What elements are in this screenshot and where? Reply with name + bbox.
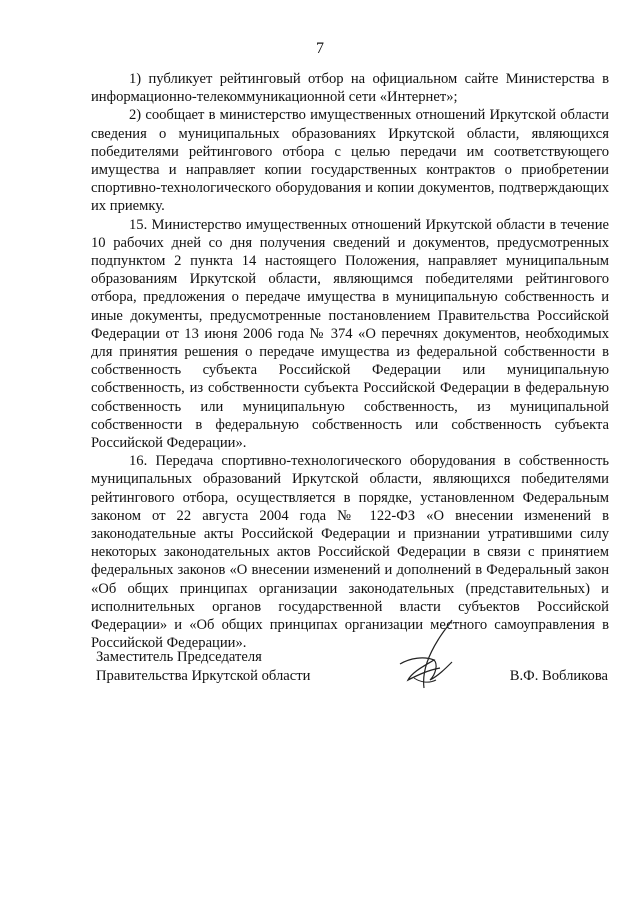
paragraph-item-2: 2) сообщает в министерство имущественных отношений Иркутской области сведения о муниципальных образованиях Иркутской области, являющихся победителями рейтингового отбора с целью передачи им соответствующего имущества и направляет копии государственных контрактов о приобретении спортивно-технологического оборудования и копии документов, подтверждающих их приемку.: [91, 107, 609, 215]
paragraph-16: 16. Передача спортивно-технологического оборудования в собственность муниципальных образований Иркутской области, являющихся победителями рейтингового отбора, осуществляется в порядке, установленном Федеральным законом от 22 августа 2004 года № 122-ФЗ «О внесении изменений в законодательные акты Российской Федерации и признании утратившими силу некоторых законодательных актов Российской Федерации в связи с принятием федеральных законов «О внесении изменений и дополнений в Федеральный закон «Об общих принципах организации законодательных (представительных) и исполнительных органов государственной власти субъектов Российской Федерации» и «Об общих принципах организации местного самоуправления в Российской Федерации».: [91, 453, 609, 652]
signer-title: [96, 648, 310, 686]
signer-name: В.Ф. Вобликова: [509, 668, 608, 684]
signer-title-line-1: Заместитель Председателя: [96, 649, 262, 665]
handwritten-signature-icon: [394, 618, 464, 698]
page-number: 7: [316, 40, 324, 57]
document-body: [91, 70, 609, 653]
paragraph-item-1: 1) публикует рейтинговый отбор на официальном сайте Министерства в информационно-телекоммуникационной сети «Интернет»;: [91, 71, 609, 106]
signer-title-line-2: Правительства Иркутской области: [96, 668, 311, 684]
signature-block: [96, 648, 608, 698]
paragraph-15: 15. Министерство имущественных отношений Иркутской области в течение 10 рабочих дней со дня получения сведений и документов, предусмотренных подпунктом 2 пункта 14 настоящего Положения, направляет муниципальным образованиям Иркутской области, являющимся победителями рейтингового отбора, предложения о передаче имущества в муниципальную собственность и иные документы, предусмотренные постановлением Правительства Российской Федерации от 13 июня 2006 года № 374 «О перечнях документов, необходимых для принятия решения о передаче имущества из федеральной собственности в собственность субъекта Российской Федерации или муниципальную собственность, из собственности субъекта Российской Федерации в федеральную собственность или муниципальную собственность, из муниципальной собственности в федеральную собственность или собственность субъекта Российской Федерации».: [91, 216, 609, 452]
